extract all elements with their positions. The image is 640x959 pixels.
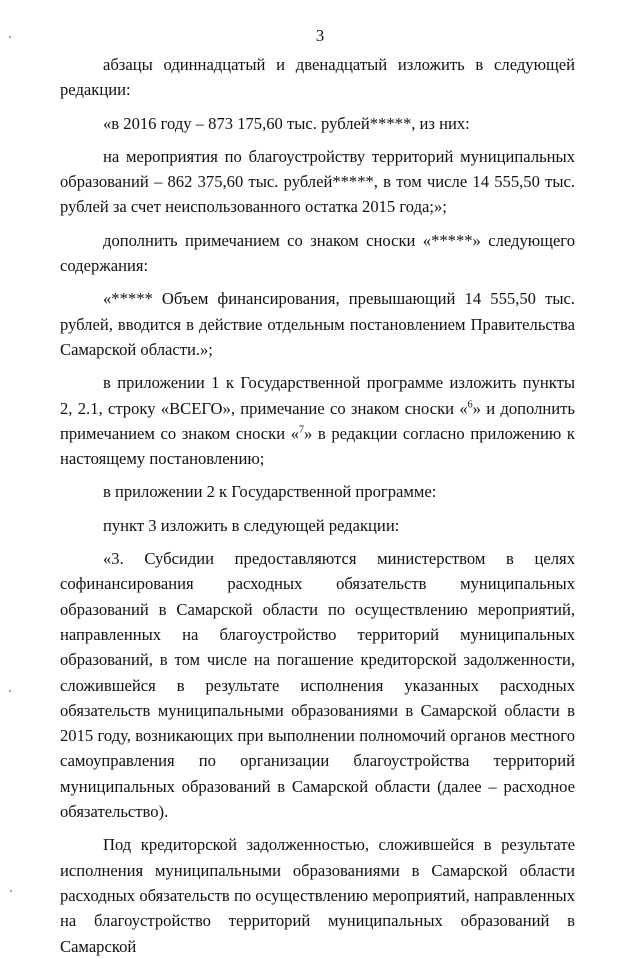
- paragraph-footnote-text: «***** Объем финансирования, превышающий 14 555,50 тыс. рублей, вводится в действие отдельным постановлением Правительства Самарской области.»;: [60, 289, 575, 359]
- footnote-mark-7: 7: [299, 424, 304, 436]
- paragraph-accounts-payable: Под кредиторской задолженностью, сложившейся в результате исполнения муниципальными образованиями в Самарской области расходных обязательств по осуществлению мероприятий, направленных на благоустройство территорий муниципальных образований в Самарской: [60, 835, 575, 956]
- appendix-1-text-a: в приложении 1 к Государственной программе изложить пункты 2, 2.1, строку «ВСЕГО», примечание со знаком сноски «: [60, 373, 575, 418]
- paragraph-item-3-intro: пункт 3 изложить в следующей редакции:: [103, 515, 400, 535]
- paragraph-add-footnote: дополнить примечанием со знаком сноски «*****» следующего содержания:: [60, 230, 575, 276]
- paragraph-item-3-subsidies: «3. Субсидии предоставляются министерством в целях софинансирования расходных обязательств муниципальных образований в Самарской области по осуществлению мероприятий, направленных на благоустройство территорий муниципальных образований, в том числе на погашение кредиторской задолженности, сложившейся в результате исполнения указанных расходных обязательств муниципальными образованиями в Самарской области в 2015 году, возникающих при выполнении полномочий органов местного самоуправления по организации благоустройства территорий муниципальных образований в Самарской области (далее – расходное обязательство).: [60, 549, 575, 822]
- scan-speck: [9, 36, 11, 38]
- paragraph-appendix-1: [60, 370, 575, 471]
- scan-speck: [10, 890, 12, 892]
- appendix-1-text-c: » в редакции согласно приложению к настоящему постановлению;: [60, 423, 575, 469]
- scan-speck: [9, 690, 11, 692]
- appendix-1-text-b: » и дополнить примечанием со знаком сноски «: [60, 398, 575, 443]
- document-body: [60, 52, 575, 959]
- page-number: 3: [315, 26, 325, 45]
- paragraph-2016-total: «в 2016 году – 873 175,60 тыс. рублей*****, из них:: [103, 113, 470, 133]
- paragraph-intro: абзацы одиннадцатый и двенадцатый изложить в следующей редакции:: [60, 55, 575, 100]
- paragraph-appendix-2: в приложении 2 к Государственной программе:: [103, 482, 437, 502]
- paragraph-improvement-funding: на мероприятия по благоустройству территорий муниципальных образований – 862 375,60 тыс. рублей*****, в том числе 14 555,50 тыс. рублей за счет неиспользованного остатка 2015 года;»;: [60, 146, 575, 217]
- footnote-mark-6: 6: [467, 399, 473, 411]
